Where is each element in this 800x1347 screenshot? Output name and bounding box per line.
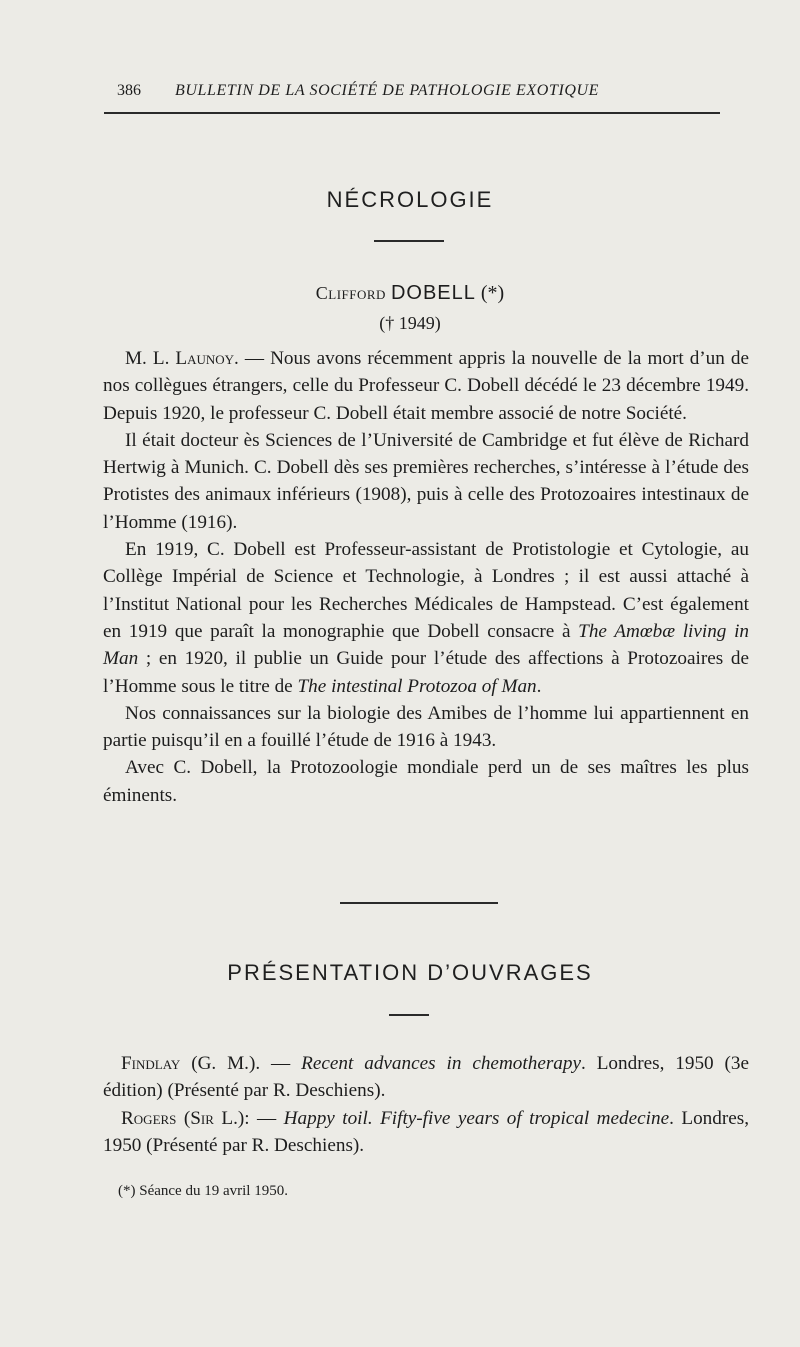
paragraph-author: M. L. Launoy.	[125, 348, 239, 369]
header-rule	[104, 112, 720, 114]
page-number: 386	[117, 82, 141, 99]
entry-title: Recent advances in chemotherapy	[301, 1053, 582, 1074]
entry-title: Happy toil. Fifty-five years of tropical medecine	[283, 1107, 670, 1129]
section-title-presentation: PRÉSENTATION D’OUVRAGES	[227, 960, 593, 985]
entry-author: Rogers (Sir L.):	[121, 1107, 250, 1129]
name-footnote-mark: (*)	[480, 282, 505, 304]
section-title-necrologie: NÉCROLOGIE	[326, 187, 494, 212]
paragraph: Il était docteur ès Sciences de l’Université de Cambridge et fut élève de Richard Hertwig à Munich. C. Dobell dès ses premières recherches, s’intéresse à l’étude des Protistes des animaux inférieurs (1908), puis à celle des Protozoaires intestinaux de l’Homme (1916).	[103, 429, 749, 533]
paragraph: Nos connaissances sur la biologie des Amibes de l’homme lui appartiennent en partie puisqu’il en a fouillé l’étude de 1916 à 1943.	[103, 702, 749, 752]
footnote: (*) Séance du 19 avril 1950.	[118, 1183, 288, 1199]
list-item: Rogers (Sir L.): — Happy toil. Fifty-five years of tropical medecine. Londres, 1950 (Présenté par R. Deschiens).	[103, 1107, 750, 1156]
obituary-name	[100, 282, 720, 305]
section-divider	[374, 240, 444, 242]
running-head	[117, 82, 670, 106]
obituary-body	[103, 345, 749, 809]
section-divider	[389, 1014, 429, 1016]
paragraph: En 1919, C. Dobell est Professeur-assistant de Protistologie et Cytologie, au Collège Impérial de Science et Technologie, à Londres ; il est aussi attaché à l’Institut National pour les Recherches Médicales de Hampstead. C’est également en 1919 que paraît la monographie que Dobell consacre à The Amœbæ living in Man ; en 1920, il publie un Guide pour l’étude des affections à Protozoaires de l’Homme sous le titre de The intestinal Protozoa of Man.	[103, 539, 749, 697]
book-presentations	[103, 1050, 749, 1159]
journal-title: BULLETIN DE LA SOCIÉTÉ DE PATHOLOGIE EXOTIQUE	[175, 82, 600, 99]
list-item: Findlay (G. M.). — Recent advances in chemotherapy. Londres, 1950 (3e édition) (Présenté par R. Deschiens).	[103, 1053, 750, 1102]
paragraph: M. L. Launoy. — Nous avons récemment appris la nouvelle de la mort d’un de nos collègues étrangers, celle du Professeur C. Dobell décédé le 23 décembre 1949. Depuis 1920, le professeur C. Dobell était membre associé de notre Société.	[103, 348, 749, 424]
obituary-dates: († 1949)	[379, 313, 441, 333]
section-divider	[340, 902, 498, 904]
name-first: Clifford	[315, 283, 386, 303]
entry-author: Findlay (G. M.).	[121, 1053, 261, 1074]
paragraph: Avec C. Dobell, la Protozoologie mondiale perd un de ses maîtres les plus éminents.	[103, 757, 749, 806]
book-title: The intestinal Protozoa of Man	[297, 675, 537, 697]
book-title: The Amœbæ living in Man	[103, 620, 749, 670]
name-last: DOBELL	[390, 282, 476, 304]
